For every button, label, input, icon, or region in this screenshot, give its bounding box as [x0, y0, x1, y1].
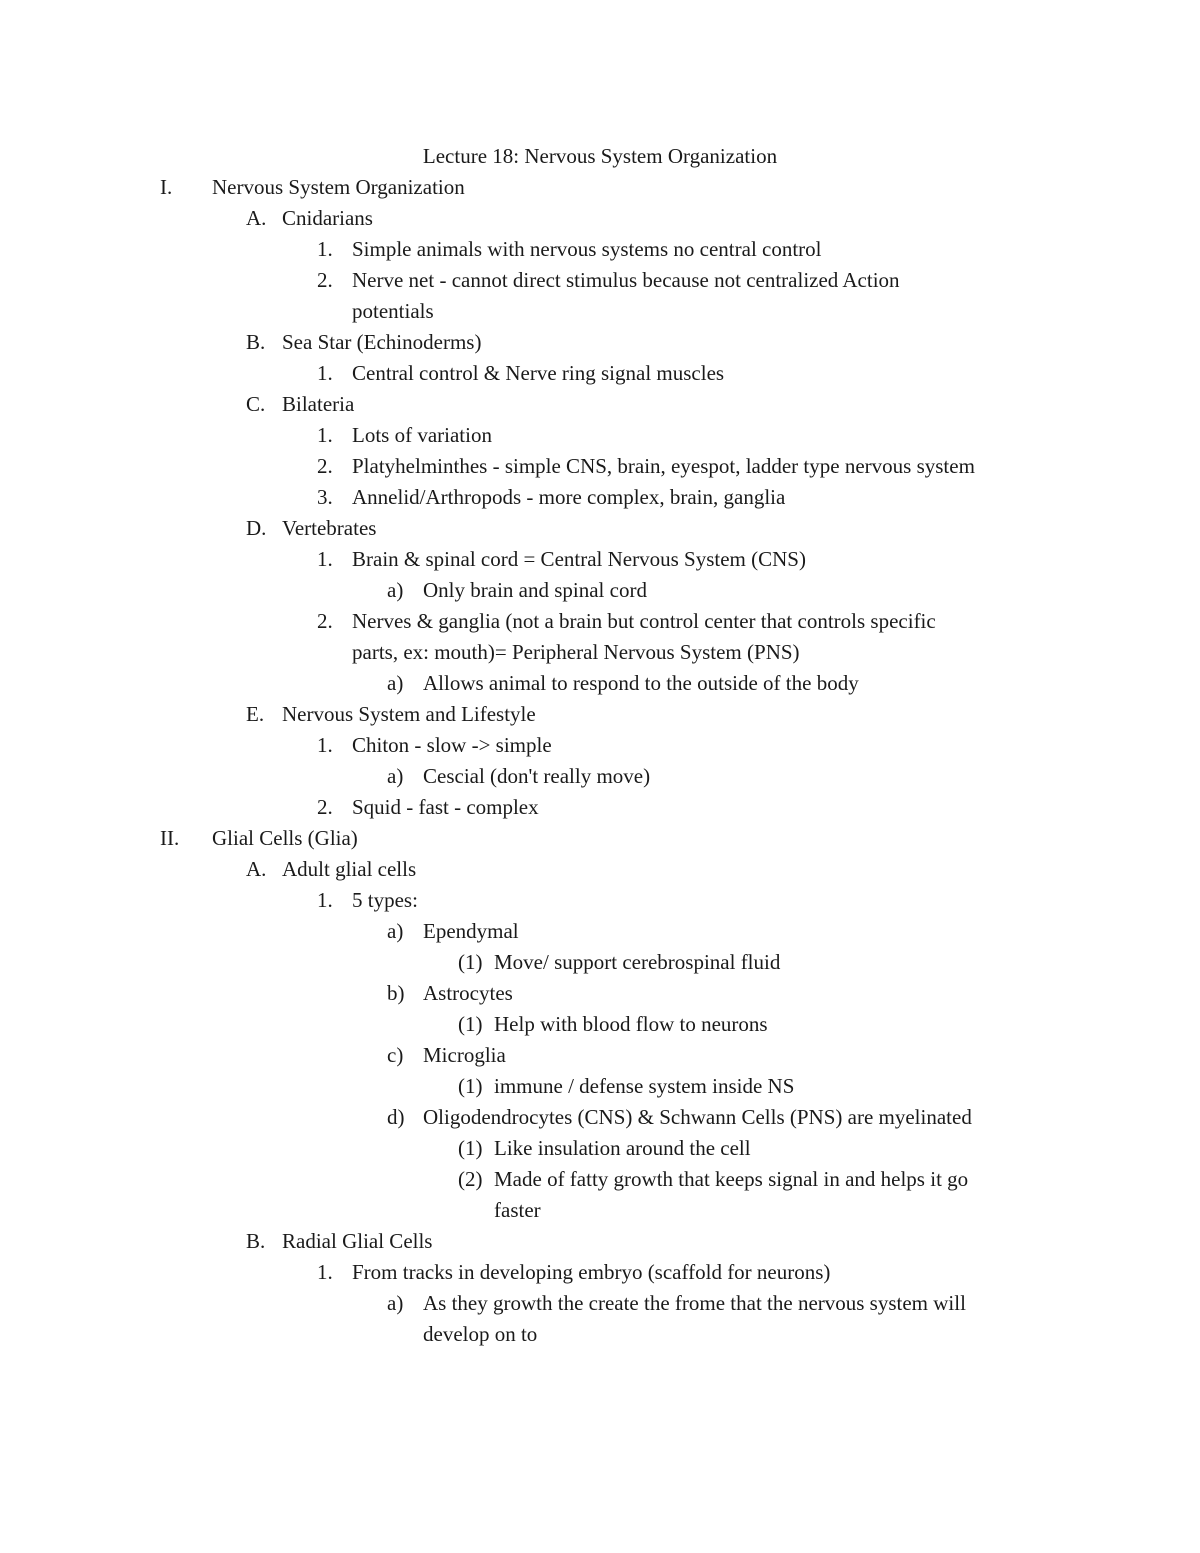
outline-text: faster	[494, 1198, 541, 1222]
outline-item	[0, 978, 1200, 1009]
outline-item	[0, 482, 1200, 513]
outline-text: Vertebrates	[282, 516, 377, 540]
outline-text: Chiton - slow -> simple	[352, 733, 552, 757]
outline-text: Move/ support cerebrospinal fluid	[494, 950, 781, 974]
outline-marker: (1)	[458, 1012, 483, 1036]
outline-marker: 1.	[317, 361, 333, 385]
outline-text: Annelid/Arthropods - more complex, brain, ganglia	[352, 485, 786, 509]
outline-marker: 2.	[317, 795, 333, 819]
outline-text: Brain & spinal cord = Central Nervous System (CNS)	[352, 547, 806, 571]
outline-item	[0, 327, 1200, 358]
outline-text: Squid - fast - complex	[352, 795, 539, 819]
outline-text: Central control & Nerve ring signal muscles	[352, 361, 725, 385]
outline-text: 5 types:	[352, 888, 418, 912]
outline-marker: (2)	[458, 1167, 483, 1191]
outline-item	[0, 730, 1200, 761]
outline-text: Nervous System and Lifestyle	[282, 702, 536, 726]
outline-marker: 1.	[317, 237, 333, 261]
outline-text: Like insulation around the cell	[494, 1136, 751, 1160]
outline-marker: b)	[387, 981, 405, 1005]
outline-item	[0, 668, 1200, 699]
page-title: Lecture 18: Nervous System Organization	[422, 144, 778, 168]
outline-item	[0, 1102, 1200, 1133]
outline-item	[0, 1071, 1200, 1102]
outline-item	[0, 699, 1200, 730]
outline-item	[0, 761, 1200, 792]
outline-text: Allows animal to respond to the outside of the body	[423, 671, 859, 695]
outline-marker: a)	[387, 578, 404, 602]
outline-text: Nerves & ganglia (not a brain but control center that controls specific	[352, 609, 936, 633]
outline-marker: 1.	[317, 423, 333, 447]
outline-text: Platyhelminthes - simple CNS, brain, eyespot, ladder type nervous system	[352, 454, 975, 478]
outline-marker: 2.	[317, 268, 333, 292]
outline-item	[0, 823, 1200, 854]
outline-item	[0, 916, 1200, 947]
outline-text: Only brain and spinal cord	[423, 578, 647, 602]
outline-text: develop on to	[423, 1322, 538, 1346]
outline-marker: (1)	[458, 1074, 483, 1098]
outline-marker: (1)	[458, 1136, 483, 1160]
outline-item	[0, 885, 1200, 916]
outline-marker: c)	[387, 1043, 404, 1067]
outline-text: potentials	[352, 299, 434, 323]
outline-text: Nervous System Organization	[212, 175, 465, 199]
outline-text: Nerve net - cannot direct stimulus because not centralized Action	[352, 268, 900, 292]
outline-list	[0, 172, 1200, 1350]
outline-item	[0, 1195, 1200, 1226]
outline-marker: 1.	[317, 547, 333, 571]
outline-marker: 1.	[317, 733, 333, 757]
outline-text: Lots of variation	[352, 423, 492, 447]
outline-item	[0, 389, 1200, 420]
outline-item	[0, 234, 1200, 265]
outline-text: Sea Star (Echinoderms)	[282, 330, 482, 354]
outline-item	[0, 451, 1200, 482]
outline-text: Microglia	[423, 1043, 506, 1067]
outline-marker: C.	[246, 392, 266, 416]
outline-item	[0, 637, 1200, 668]
outline-item	[0, 296, 1200, 327]
outline-text: From tracks in developing embryo (scaffold for neurons)	[352, 1260, 831, 1284]
outline-text: parts, ex: mouth)= Peripheral Nervous System (PNS)	[352, 640, 800, 664]
outline-item	[0, 947, 1200, 978]
outline-text: Radial Glial Cells	[282, 1229, 433, 1253]
outline-marker: A.	[246, 857, 267, 881]
outline-marker: a)	[387, 764, 404, 788]
outline-item	[0, 544, 1200, 575]
outline-text: As they growth the create the frome that the nervous system will	[423, 1291, 966, 1315]
outline-marker: a)	[387, 919, 404, 943]
outline-marker: (1)	[458, 950, 483, 974]
outline-text: Adult glial cells	[282, 857, 417, 881]
outline-marker: A.	[246, 206, 267, 230]
outline-text: Made of fatty growth that keeps signal in and helps it go	[494, 1167, 969, 1191]
outline-item	[0, 513, 1200, 544]
outline-marker: 3.	[317, 485, 333, 509]
outline-marker: 2.	[317, 454, 333, 478]
outline-marker: B.	[246, 330, 266, 354]
outline-text: Oligodendrocytes (CNS) & Schwann Cells (PNS) are myelinated	[423, 1105, 972, 1129]
outline-item	[0, 172, 1200, 203]
outline-marker: B.	[246, 1229, 266, 1253]
outline-item	[0, 1164, 1200, 1195]
outline-marker: d)	[387, 1105, 405, 1129]
outline-marker: a)	[387, 1291, 404, 1315]
outline-text: Cnidarians	[282, 206, 373, 230]
outline-text: Astrocytes	[423, 981, 513, 1005]
outline-marker: a)	[387, 671, 404, 695]
outline-item	[0, 1319, 1200, 1350]
outline-text: Simple animals with nervous systems no central control	[352, 237, 822, 261]
outline-marker: 1.	[317, 1260, 333, 1284]
outline-item	[0, 575, 1200, 606]
outline-item	[0, 854, 1200, 885]
outline-item	[0, 203, 1200, 234]
outline-item	[0, 792, 1200, 823]
outline-text: Help with blood flow to neurons	[494, 1012, 768, 1036]
outline-marker: E.	[246, 702, 265, 726]
outline-item	[0, 1133, 1200, 1164]
outline-text: Ependymal	[423, 919, 519, 943]
outline-marker: 2.	[317, 609, 333, 633]
outline-item	[0, 1226, 1200, 1257]
outline-text: immune / defense system inside NS	[494, 1074, 795, 1098]
outline-item	[0, 265, 1200, 296]
outline-text: Bilateria	[282, 392, 355, 416]
outline-item	[0, 420, 1200, 451]
outline-marker: I.	[160, 175, 173, 199]
outline-item	[0, 1288, 1200, 1319]
outline-item	[0, 606, 1200, 637]
outline-item	[0, 1257, 1200, 1288]
outline-text: Cescial (don't really move)	[423, 764, 651, 788]
outline-marker: D.	[246, 516, 267, 540]
outline-item	[0, 358, 1200, 389]
outline-text: Glial Cells (Glia)	[212, 826, 358, 850]
outline-item	[0, 1009, 1200, 1040]
outline-item	[0, 1040, 1200, 1071]
outline-marker: II.	[160, 826, 180, 850]
outline-marker: 1.	[317, 888, 333, 912]
